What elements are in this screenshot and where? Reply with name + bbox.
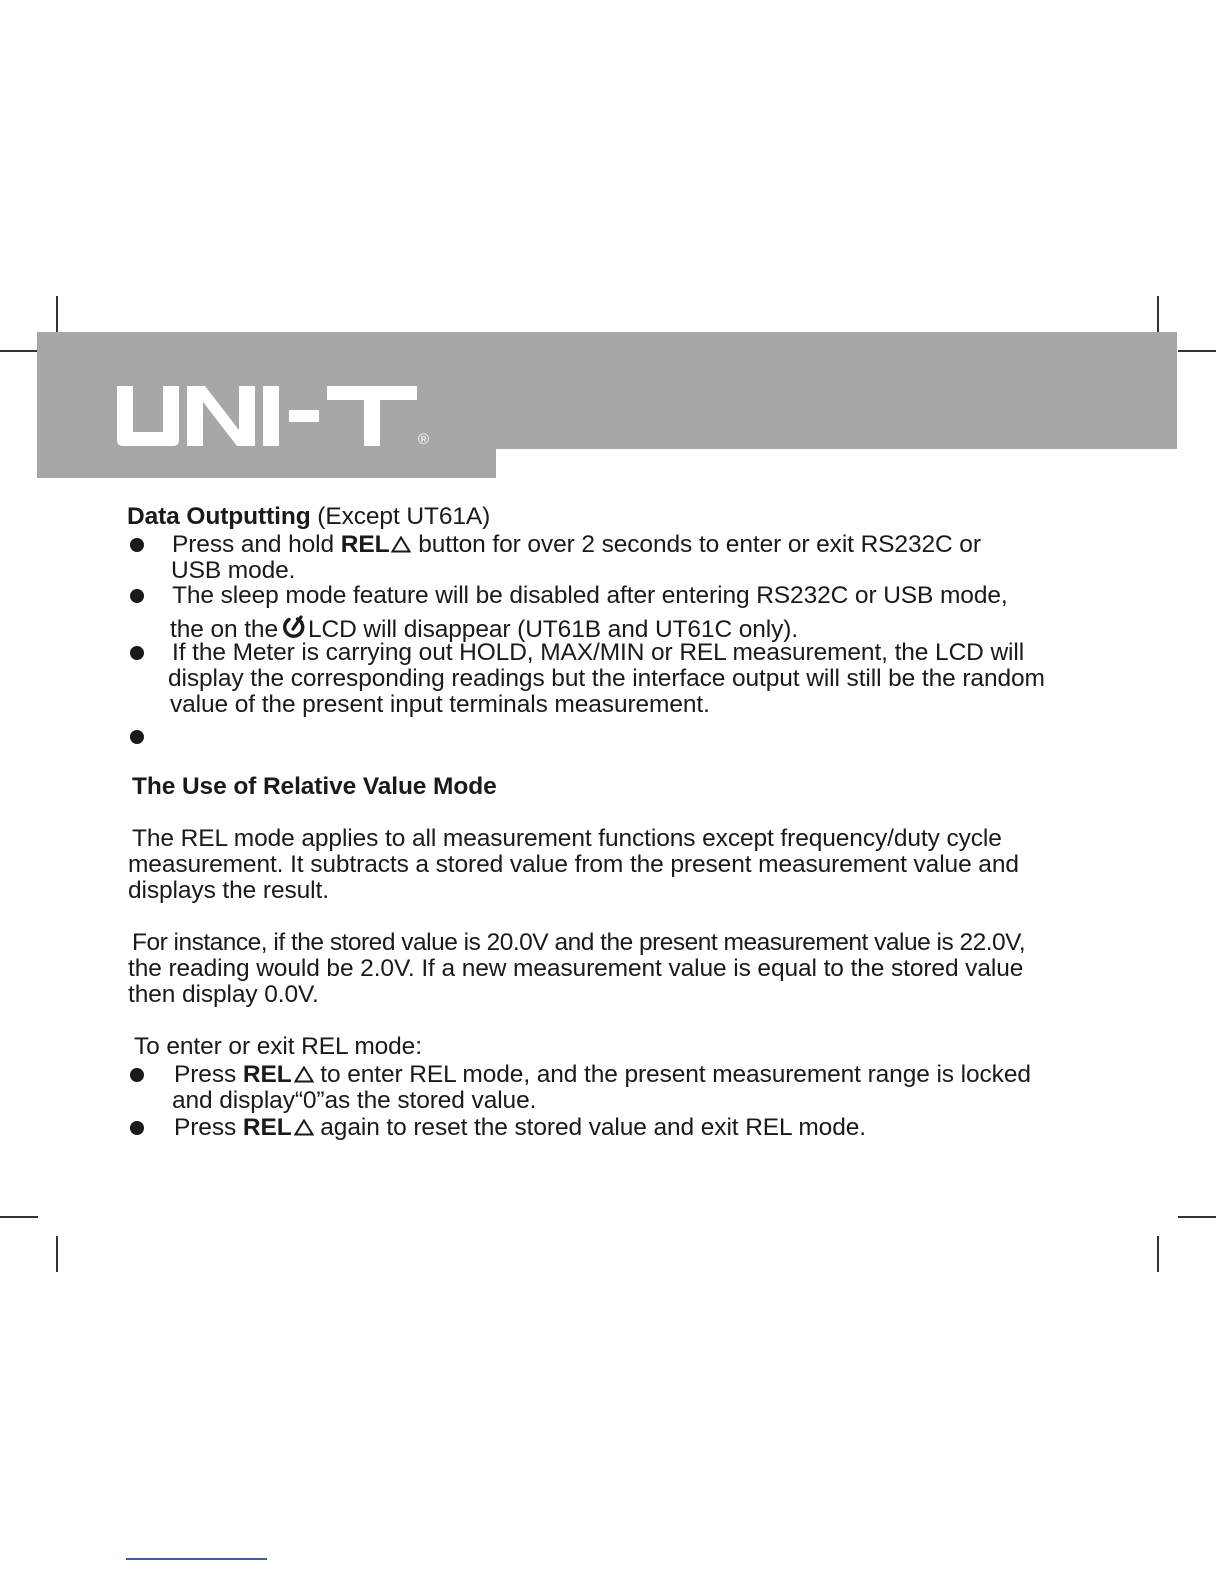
- bullet-icon: [130, 589, 144, 603]
- list-item-continuation: value of the present input terminals measurement.: [170, 691, 710, 718]
- bullet-icon: [130, 646, 144, 660]
- section-title: Data Outputting: [127, 503, 311, 530]
- section-title-note: (Except UT61A): [317, 503, 491, 530]
- delta-icon: [294, 1119, 314, 1136]
- list-item: Press and hold REL button for over 2 seconds to enter or exit RS232C or: [172, 531, 981, 558]
- sleep-mode-icon: [280, 614, 306, 640]
- section-heading-rel-mode: The Use of Relative Value Mode: [132, 773, 497, 800]
- list-item: Press REL to enter REL mode, and the present measurement range is locked: [174, 1061, 1031, 1088]
- paragraph-line: For instance, if the stored value is 20.0V and the present measurement value is 22.0V,: [132, 929, 1026, 956]
- rel-key-label: REL: [340, 531, 390, 558]
- bullet-icon: [130, 1121, 144, 1135]
- bullet-icon: [130, 538, 144, 552]
- delta-icon: [294, 1066, 314, 1083]
- bullet-icon: [130, 730, 144, 744]
- list-item-continuation: USB mode.: [171, 557, 296, 584]
- bullet-icon: [130, 1068, 144, 1082]
- list-item: The sleep mode feature will be disabled after entering RS232C or USB mode,: [172, 582, 1008, 609]
- paragraph-line: then display 0.0V.: [128, 981, 319, 1008]
- paragraph-line: To enter or exit REL mode:: [134, 1033, 422, 1060]
- footer-rule: [126, 1558, 267, 1560]
- paragraph-line: measurement. It subtracts a stored value from the present measurement value and: [128, 851, 1019, 878]
- section-heading-data-outputting: [127, 503, 490, 531]
- list-item: Press REL again to reset the stored value and exit REL mode.: [174, 1114, 866, 1141]
- registered-mark: ®: [418, 431, 430, 448]
- delta-icon: [391, 536, 411, 553]
- paragraph-line: the reading would be 2.0V. If a new measurement value is equal to the stored value: [128, 955, 1024, 982]
- rel-key-label: REL: [242, 1114, 292, 1141]
- paragraph-line: The REL mode applies to all measurement functions except frequency/duty cycle: [132, 825, 1002, 852]
- list-item: If the Meter is carrying out HOLD, MAX/MIN or REL measurement, the LCD will: [172, 639, 1025, 666]
- rel-key-label: REL: [242, 1061, 292, 1088]
- list-item-continuation: display the corresponding readings but the interface output will still be the random: [168, 665, 1045, 692]
- paragraph-line: displays the result.: [128, 877, 329, 904]
- list-item-continuation: the on the LCD will disappear (UT61B and UT61C only).: [170, 616, 799, 643]
- list-item-continuation: and display“0”as the stored value.: [172, 1087, 537, 1114]
